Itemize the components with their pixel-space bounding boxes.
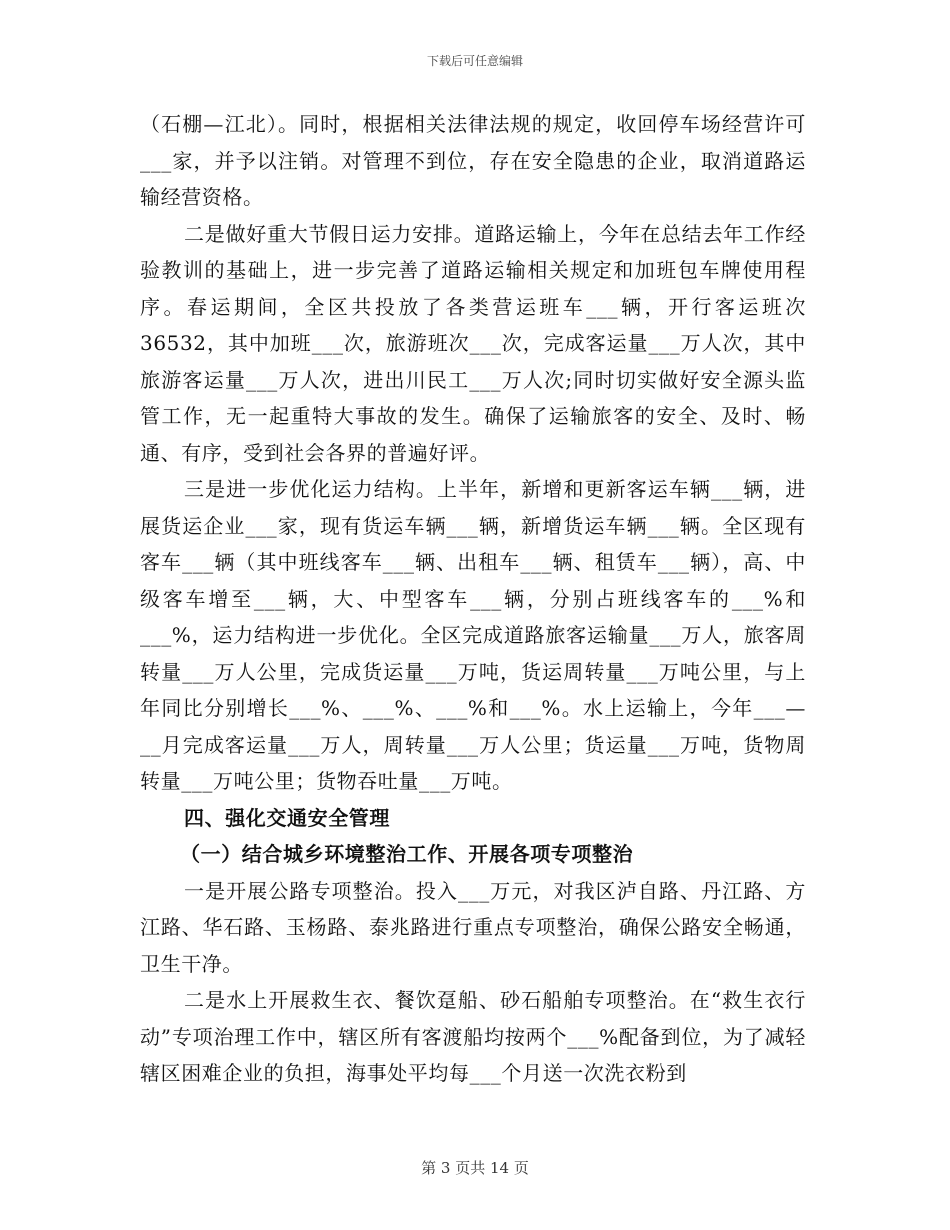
page-header: 下载后可任意编辑 [426,54,523,68]
paragraph-continuation: （石棚—江北）。同时，根据相关法律法规的规定，收回停车场经营许可___家，并予以注销。对管理不到位，存在安全隐患的企业，取消道路运输经营资格。 [140,112,806,209]
paragraph-capacity-structure: 三是进一步优化运力结构。上半年，新增和更新客运车辆___辆，进展货运企业___家，现有货运车辆___辆，新增货运车辆___辆。全区现有客车___辆（其中班线客车___辆、出租车___辆、租赁车___辆），高、中级客车增至___辆，大、中型客车___辆，分别占班线客车的___%和___%，运力结构进一步优化。全区完成道路旅客运输量___万人，旅客周转量___万人公里，完成货运量___万吨，货运周转量___万吨公里，与上年同比分别增长___%、___%、___%和___%。水上运输上，今年___—__月完成客运量___万人，周转量___万人公里；货运量___万吨，货物周转量___万吨公里；货物吞吐量___万吨。 [140,477,806,793]
paragraph-water-rectification: 二是水上开展救生衣、餐饮趸船、砂石船舶专项整治。在“救生衣行动”专项治理工作中，辖区所有客渡船均按两个___%配备到位，为了减轻辖区困难企业的负担，海事处平均每___个月送一次洗衣粉到 [140,988,806,1085]
subsection-heading: （一）结合城乡环境整治工作、开展各项专项整治 [180,842,634,866]
section-heading: 四、强化交通安全管理 [184,805,390,830]
paragraph-road-rectification: 一是开展公路专项整治。投入___万元，对我区泸自路、丹江路、方江路、华石路、玉杨路、泰兆路进行重点专项整治，确保公路安全畅通，卫生干净。 [140,878,806,976]
page-footer: 第 3 页共 14 页 [421,1159,529,1177]
paragraph-holiday-transport: 二是做好重大节假日运力安排。道路运输上，今年在总结去年工作经验教训的基础上，进一步完善了道路运输相关规定和加班包车牌使用程序。春运期间，全区共投放了各类营运班车___辆，开行客运班次36532，其中加班___次，旅游班次___次，完成客运量___万人次，其中旅游客运量___万人次，进出川民工___万人次;同时切实做好安全源头监管工作，无一起重特大事故的发生。确保了运输旅客的安全、及时、畅通、有序，受到社会各界的普遍好评。 [140,221,806,465]
document-body [140,106,806,1092]
